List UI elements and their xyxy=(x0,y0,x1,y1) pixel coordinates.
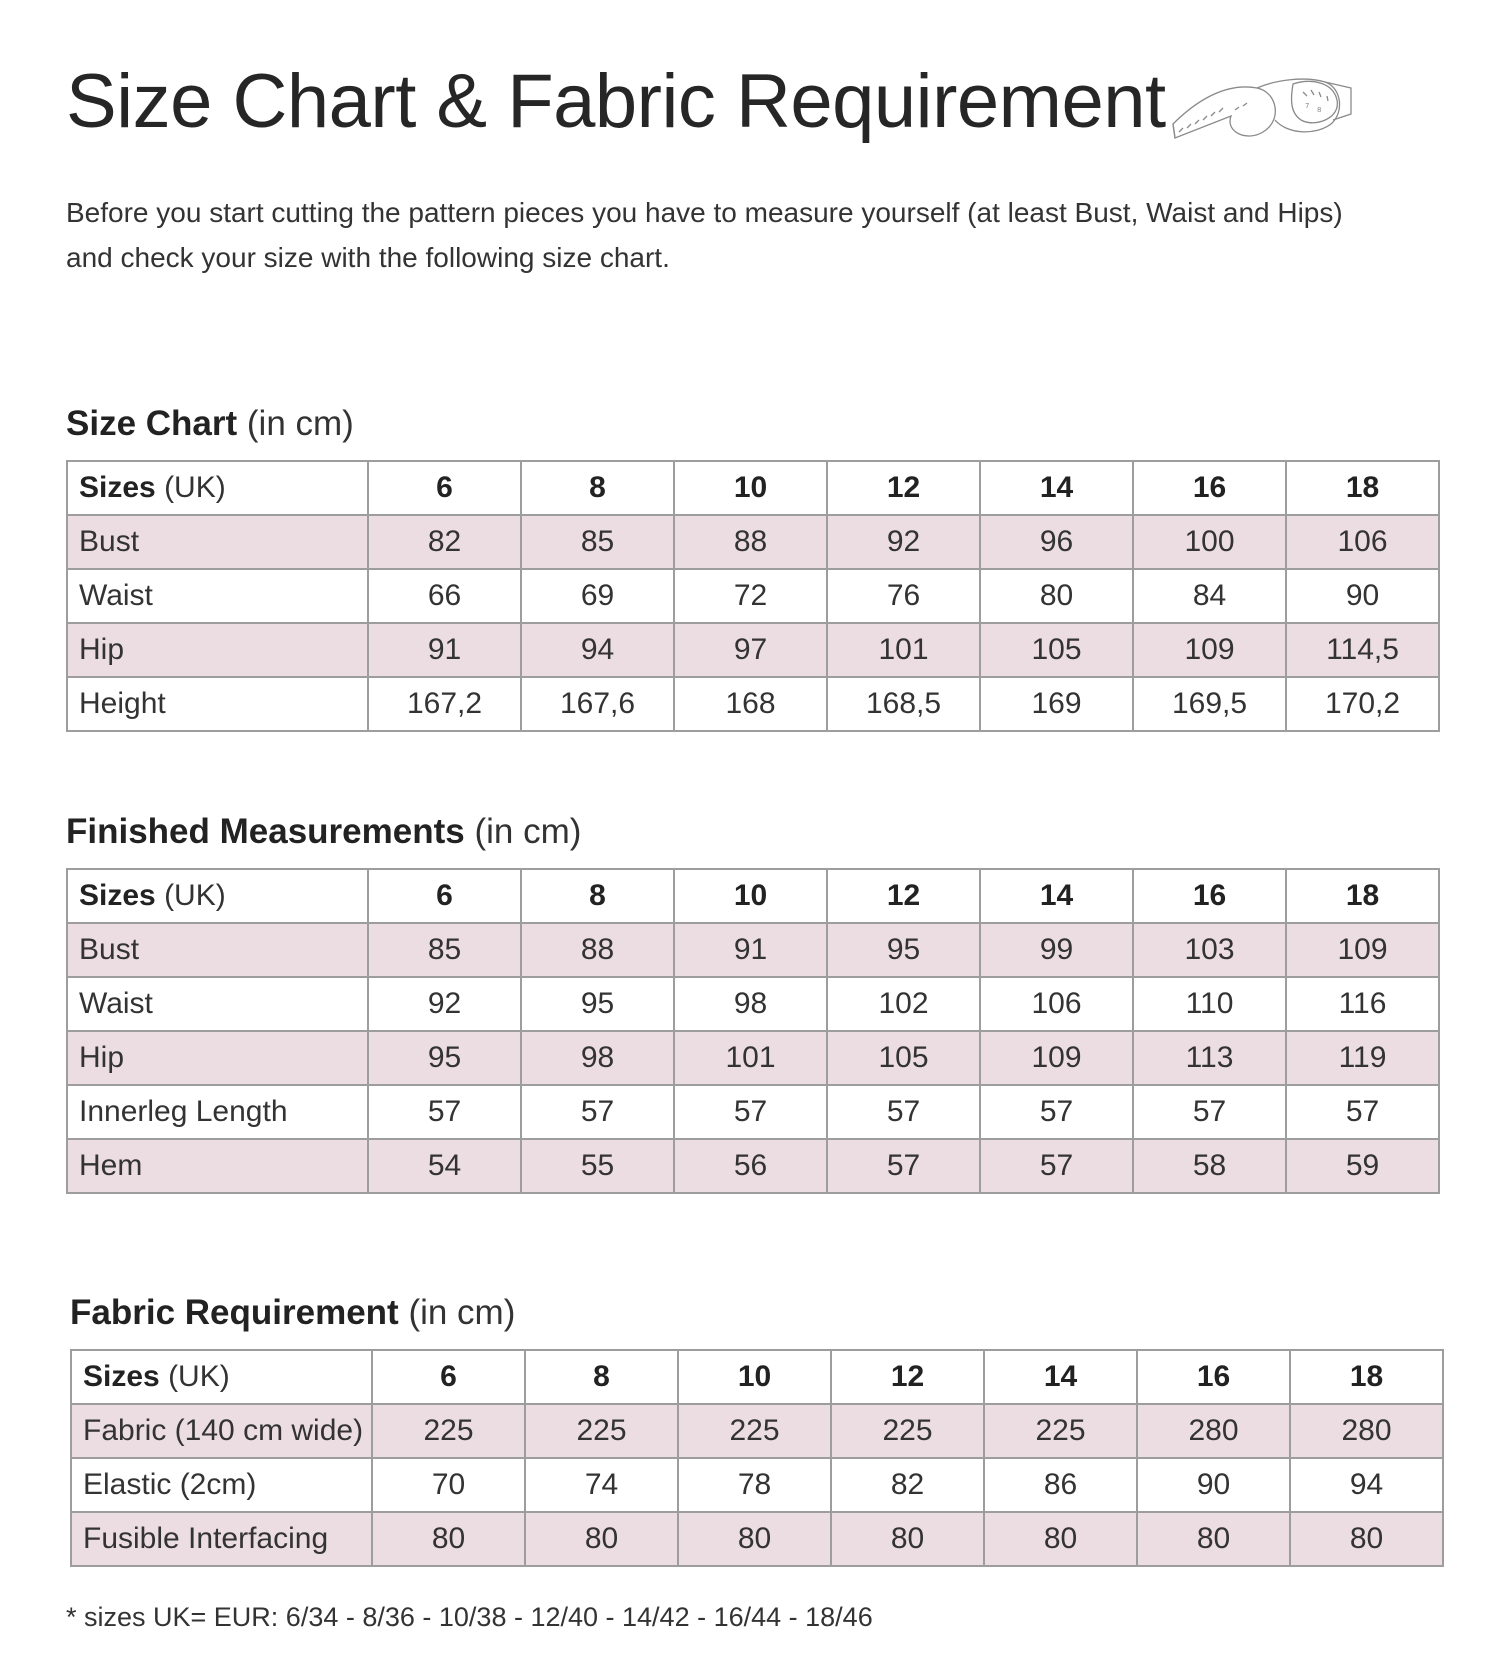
size-chart-cell: 167,2 xyxy=(368,677,521,731)
size-chart-sizes-label xyxy=(67,461,368,515)
fabric-requirement-cell: 86 xyxy=(984,1458,1137,1512)
page-title: Size Chart & Fabric Requirement xyxy=(66,59,1166,144)
finished-measurements-cell: 109 xyxy=(1286,923,1439,977)
size-chart-size-6: 6 xyxy=(368,461,521,515)
fabric-requirement-row-label: Elastic (2cm) xyxy=(71,1458,372,1512)
fabric-requirement-cell: 80 xyxy=(678,1512,831,1566)
fabric-requirement-heading-unit: (in cm) xyxy=(408,1293,516,1332)
finished-measurements-row-label: Innerleg Length xyxy=(67,1085,368,1139)
size-chart-size-10: 10 xyxy=(674,461,827,515)
fabric-requirement-cell: 225 xyxy=(678,1404,831,1458)
size-chart-row-hip xyxy=(67,623,1439,677)
finished-measurements-sizes-label-unit: (UK) xyxy=(164,879,226,912)
size-chart-size-8: 8 xyxy=(521,461,674,515)
fabric-requirement-cell: 80 xyxy=(525,1512,678,1566)
size-chart-size-14: 14 xyxy=(980,461,1133,515)
finished-measurements-cell: 57 xyxy=(521,1085,674,1139)
size-chart-cell: 101 xyxy=(827,623,980,677)
finished-measurements-cell: 106 xyxy=(980,977,1133,1031)
finished-measurements-sizes-label-text: Sizes xyxy=(79,879,156,912)
size-chart-row-height xyxy=(67,677,1439,731)
finished-measurements-cell: 110 xyxy=(1133,977,1286,1031)
fabric-requirement-table xyxy=(70,1349,1444,1567)
size-chart-cell: 72 xyxy=(674,569,827,623)
finished-measurements-cell: 57 xyxy=(980,1085,1133,1139)
size-chart-cell: 82 xyxy=(368,515,521,569)
size-chart-cell: 168,5 xyxy=(827,677,980,731)
finished-measurements-row-label: Bust xyxy=(67,923,368,977)
finished-measurements-cell: 95 xyxy=(827,923,980,977)
size-chart-cell: 66 xyxy=(368,569,521,623)
finished-measurements-cell: 57 xyxy=(827,1139,980,1193)
fabric-requirement-cell: 78 xyxy=(678,1458,831,1512)
size-chart-cell: 167,6 xyxy=(521,677,674,731)
fabric-requirement-sizes-label-text: Sizes xyxy=(83,1360,160,1393)
finished-measurements-heading-title: Finished Measurements xyxy=(66,812,465,851)
fabric-requirement-cell: 80 xyxy=(984,1512,1137,1566)
finished-measurements-cell: 103 xyxy=(1133,923,1286,977)
size-chart-cell: 80 xyxy=(980,569,1133,623)
finished-measurements-cell: 57 xyxy=(368,1085,521,1139)
fabric-requirement-row-elastic-2cm xyxy=(71,1458,1443,1512)
size-chart-row-label: Bust xyxy=(67,515,368,569)
size-chart-heading-unit: (in cm) xyxy=(246,404,354,443)
fabric-requirement-cell: 225 xyxy=(831,1404,984,1458)
fabric-requirement-cell: 225 xyxy=(525,1404,678,1458)
fabric-requirement-sizes-label-unit: (UK) xyxy=(168,1360,230,1393)
size-chart-sizes-label-text: Sizes xyxy=(79,471,156,504)
finished-measurements-cell: 116 xyxy=(1286,977,1439,1031)
fabric-requirement-cell: 225 xyxy=(984,1404,1137,1458)
fabric-requirement-cell: 280 xyxy=(1137,1404,1290,1458)
finished-measurements-cell: 105 xyxy=(827,1031,980,1085)
finished-measurements-cell: 98 xyxy=(674,977,827,1031)
fabric-requirement-heading-title: Fabric Requirement xyxy=(70,1293,399,1332)
fabric-requirement-size-16: 16 xyxy=(1137,1350,1290,1404)
finished-measurements-row-waist xyxy=(67,977,1439,1031)
finished-measurements-heading-unit: (in cm) xyxy=(474,812,582,851)
size-chart-cell: 69 xyxy=(521,569,674,623)
size-chart-cell: 169 xyxy=(980,677,1133,731)
finished-measurements-cell: 85 xyxy=(368,923,521,977)
finished-measurements-size-18: 18 xyxy=(1286,869,1439,923)
finished-measurements-row-label: Waist xyxy=(67,977,368,1031)
size-chart-cell: 170,2 xyxy=(1286,677,1439,731)
finished-measurements-size-16: 16 xyxy=(1133,869,1286,923)
size-chart-sizes-label-unit: (UK) xyxy=(164,471,226,504)
finished-measurements-size-14: 14 xyxy=(980,869,1133,923)
intro-line-2: and check your size with the following size chart. xyxy=(66,242,670,273)
finished-measurements-cell: 54 xyxy=(368,1139,521,1193)
size-chart-cell: 90 xyxy=(1286,569,1439,623)
fabric-requirement-row-fabric-140-cm-wide xyxy=(71,1404,1443,1458)
finished-measurements-cell: 102 xyxy=(827,977,980,1031)
finished-measurements-cell: 57 xyxy=(827,1085,980,1139)
size-chart-cell: 100 xyxy=(1133,515,1286,569)
fabric-requirement-size-8: 8 xyxy=(525,1350,678,1404)
fabric-requirement-cell: 70 xyxy=(372,1458,525,1512)
size-chart-cell: 94 xyxy=(521,623,674,677)
fabric-requirement-row-label: Fabric (140 cm wide) xyxy=(71,1404,372,1458)
finished-measurements-cell: 99 xyxy=(980,923,1133,977)
fabric-requirement-cell: 80 xyxy=(1137,1512,1290,1566)
finished-measurements-cell: 56 xyxy=(674,1139,827,1193)
fabric-requirement-cell: 94 xyxy=(1290,1458,1443,1512)
size-chart-cell: 96 xyxy=(980,515,1133,569)
size-chart-row-label: Height xyxy=(67,677,368,731)
finished-measurements-cell: 95 xyxy=(521,977,674,1031)
finished-measurements-table xyxy=(66,868,1440,1194)
size-chart-cell: 91 xyxy=(368,623,521,677)
fabric-requirement-heading xyxy=(70,1293,515,1333)
svg-text:8: 8 xyxy=(1317,106,1322,114)
finished-measurements-cell: 88 xyxy=(521,923,674,977)
size-chart-cell: 114,5 xyxy=(1286,623,1439,677)
finished-measurements-row-label: Hem xyxy=(67,1139,368,1193)
finished-measurements-row-innerleg-length xyxy=(67,1085,1439,1139)
finished-measurements-cell: 59 xyxy=(1286,1139,1439,1193)
finished-measurements-size-10: 10 xyxy=(674,869,827,923)
fabric-requirement-size-18: 18 xyxy=(1290,1350,1443,1404)
finished-measurements-size-12: 12 xyxy=(827,869,980,923)
fabric-requirement-cell: 80 xyxy=(1290,1512,1443,1566)
finished-measurements-cell: 57 xyxy=(980,1139,1133,1193)
size-chart-cell: 76 xyxy=(827,569,980,623)
finished-measurements-row-label: Hip xyxy=(67,1031,368,1085)
fabric-requirement-cell: 80 xyxy=(831,1512,984,1566)
intro-paragraph xyxy=(66,190,1456,280)
fabric-requirement-row-fusible-interfacing xyxy=(71,1512,1443,1566)
finished-measurements-row-hip xyxy=(67,1031,1439,1085)
size-chart-cell: 85 xyxy=(521,515,674,569)
fabric-requirement-sizes-label xyxy=(71,1350,372,1404)
size-chart-cell: 92 xyxy=(827,515,980,569)
size-chart-table xyxy=(66,460,1440,732)
size-chart-cell: 106 xyxy=(1286,515,1439,569)
finished-measurements-cell: 119 xyxy=(1286,1031,1439,1085)
finished-measurements-cell: 57 xyxy=(674,1085,827,1139)
finished-measurements-heading xyxy=(66,812,581,852)
size-chart-row-waist xyxy=(67,569,1439,623)
size-chart-cell: 109 xyxy=(1133,623,1286,677)
finished-measurements-cell: 113 xyxy=(1133,1031,1286,1085)
fabric-requirement-cell: 225 xyxy=(372,1404,525,1458)
size-chart-cell: 84 xyxy=(1133,569,1286,623)
fabric-requirement-cell: 82 xyxy=(831,1458,984,1512)
finished-measurements-cell: 55 xyxy=(521,1139,674,1193)
size-conversion-footnote: * sizes UK= EUR: 6/34 - 8/36 - 10/38 - 12/40 - 14/42 - 16/44 - 18/46 xyxy=(66,1602,873,1632)
tape-measure-icon xyxy=(1165,62,1355,152)
finished-measurements-cell: 92 xyxy=(368,977,521,1031)
fabric-requirement-cell: 90 xyxy=(1137,1458,1290,1512)
size-chart-cell: 168 xyxy=(674,677,827,731)
fabric-requirement-size-14: 14 xyxy=(984,1350,1137,1404)
size-chart-size-12: 12 xyxy=(827,461,980,515)
finished-measurements-sizes-label xyxy=(67,869,368,923)
finished-measurements-cell: 101 xyxy=(674,1031,827,1085)
fabric-requirement-row-label: Fusible Interfacing xyxy=(71,1512,372,1566)
fabric-requirement-size-10: 10 xyxy=(678,1350,831,1404)
finished-measurements-cell: 57 xyxy=(1286,1085,1439,1139)
intro-line-1: Before you start cutting the pattern pieces you have to measure yourself (at least Bust, Waist and Hips) xyxy=(66,197,1343,228)
fabric-requirement-cell: 280 xyxy=(1290,1404,1443,1458)
size-chart-row-bust xyxy=(67,515,1439,569)
finished-measurements-row-hem xyxy=(67,1139,1439,1193)
fabric-requirement-size-6: 6 xyxy=(372,1350,525,1404)
size-chart-size-16: 16 xyxy=(1133,461,1286,515)
finished-measurements-cell: 58 xyxy=(1133,1139,1286,1193)
finished-measurements-header-row xyxy=(67,869,1439,923)
finished-measurements-row-bust xyxy=(67,923,1439,977)
finished-measurements-size-8: 8 xyxy=(521,869,674,923)
size-chart-cell: 97 xyxy=(674,623,827,677)
size-chart-cell: 169,5 xyxy=(1133,677,1286,731)
fabric-requirement-size-12: 12 xyxy=(831,1350,984,1404)
finished-measurements-cell: 109 xyxy=(980,1031,1133,1085)
size-chart-heading xyxy=(66,404,354,444)
size-chart-cell: 88 xyxy=(674,515,827,569)
size-chart-heading-title: Size Chart xyxy=(66,404,238,443)
size-chart-header-row xyxy=(67,461,1439,515)
finished-measurements-cell: 98 xyxy=(521,1031,674,1085)
svg-text:7: 7 xyxy=(1305,102,1310,110)
size-chart-row-label: Hip xyxy=(67,623,368,677)
fabric-requirement-header-row xyxy=(71,1350,1443,1404)
finished-measurements-size-6: 6 xyxy=(368,869,521,923)
finished-measurements-cell: 91 xyxy=(674,923,827,977)
size-chart-size-18: 18 xyxy=(1286,461,1439,515)
size-chart-row-label: Waist xyxy=(67,569,368,623)
finished-measurements-cell: 57 xyxy=(1133,1085,1286,1139)
finished-measurements-cell: 95 xyxy=(368,1031,521,1085)
size-chart-cell: 105 xyxy=(980,623,1133,677)
fabric-requirement-cell: 80 xyxy=(372,1512,525,1566)
fabric-requirement-cell: 74 xyxy=(525,1458,678,1512)
